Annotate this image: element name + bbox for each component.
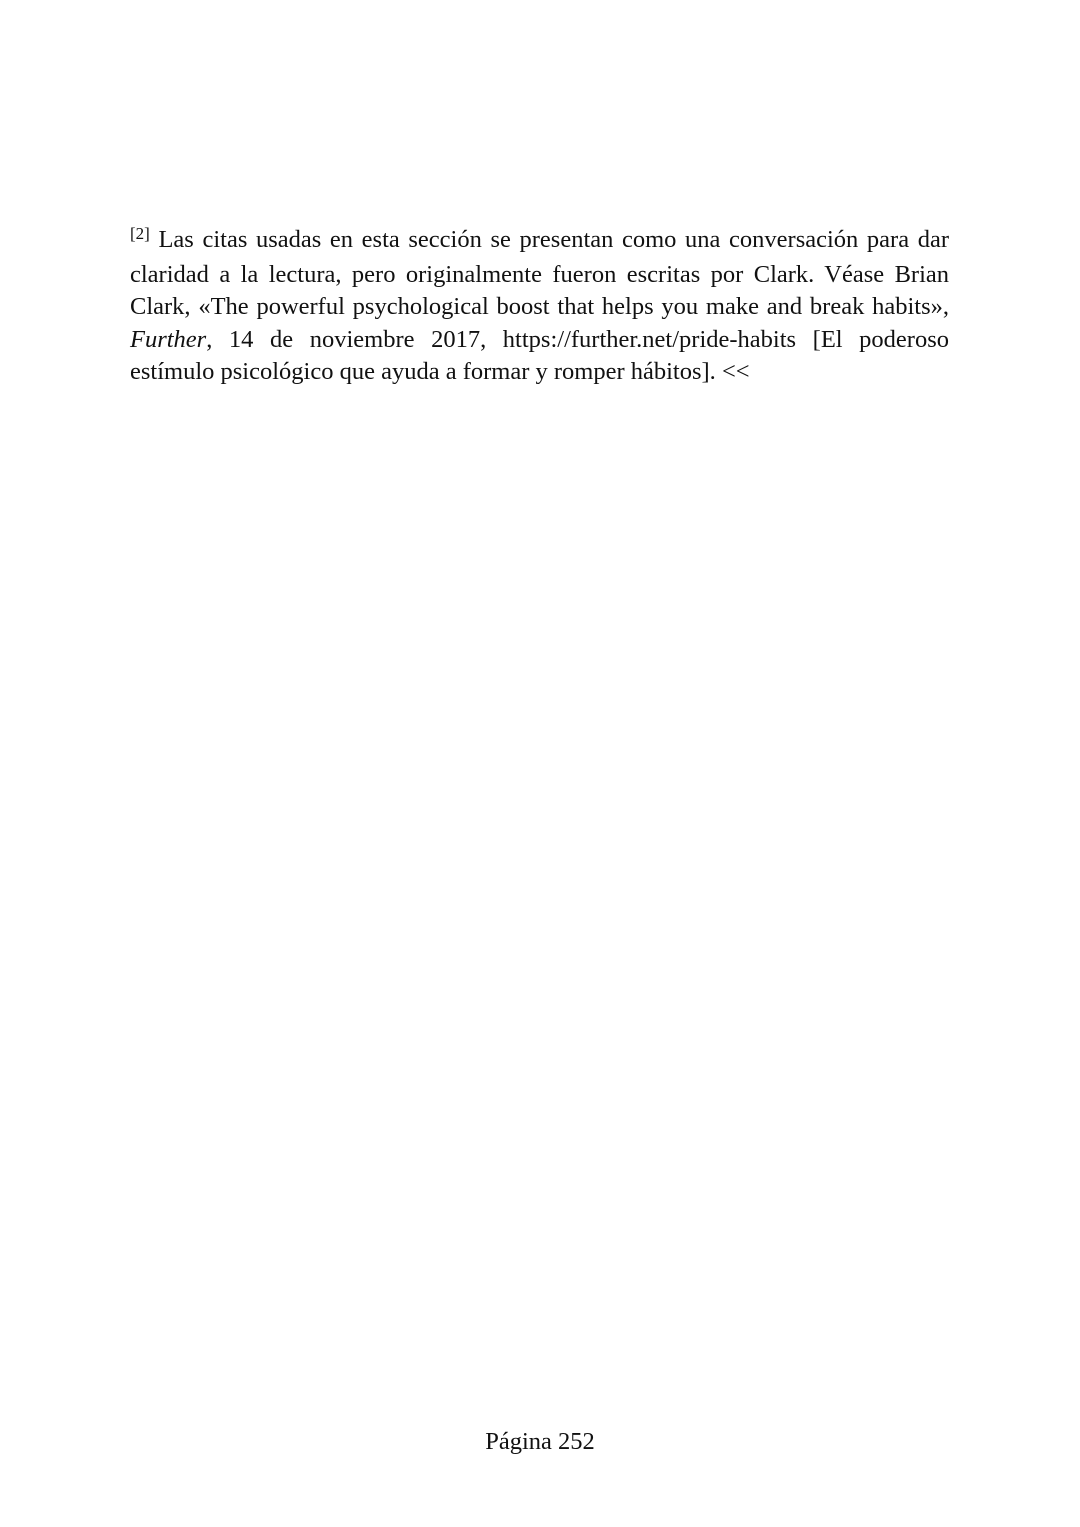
publication-title: Further (130, 325, 207, 353)
footnote-text-part1: Las citas usadas en esta sección se presentan como una conversación para dar claridad a la lectura, pero originalmente fueron escritas por Clark. Véase Brian Clark, «The powerful psychological boost that helps you make and break habits», (130, 226, 949, 321)
back-link[interactable]: << (721, 358, 750, 386)
footnote-marker[interactable]: [2] (130, 224, 150, 243)
page-number: Página 252 (485, 1428, 595, 1455)
footnote (130, 224, 949, 389)
footnote-text-part2: , 14 de noviembre 2017, https://further.net/pride-habits [El poderoso estímulo psicológico que ayuda a formar y romper hábitos]. (130, 325, 949, 386)
